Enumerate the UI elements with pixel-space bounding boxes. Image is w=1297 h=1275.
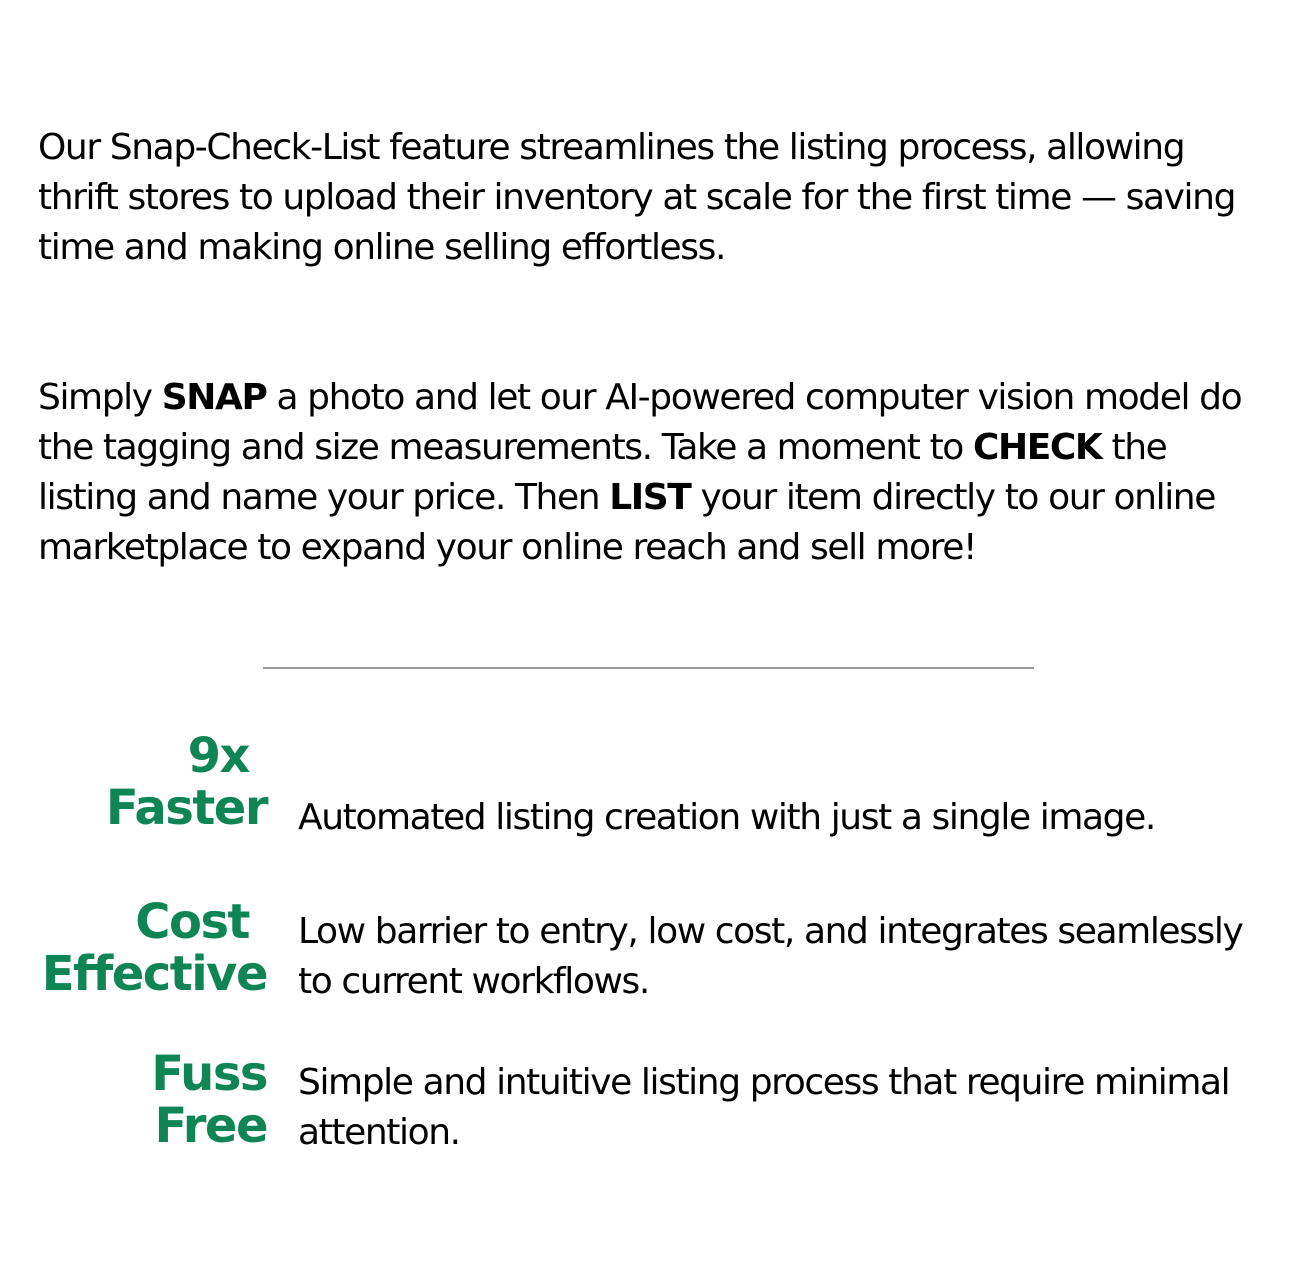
feature-description-fuss-free: Simple and intuitive listing process that require minimal attention. (298, 1062, 1230, 1153)
section-divider (263, 667, 1034, 669)
paragraph-text: Simply (38, 377, 162, 418)
feature-title-cost-effective (42, 896, 267, 1000)
feature-title-line: 9x (187, 728, 249, 784)
how-it-works-paragraph (38, 373, 1263, 573)
snap-keyword: SNAP (161, 377, 267, 418)
feature-title-line: Fuss (151, 1046, 267, 1102)
check-keyword: CHECK (972, 427, 1102, 468)
feature-title-line: Cost (135, 894, 249, 950)
feature-description-cost-effective: Low barrier to entry, low cost, and integrates seamlessly to current workflows. (298, 911, 1243, 1002)
feature-title-line: Faster (105, 780, 267, 836)
feature-title-line: Free (154, 1098, 267, 1154)
paragraph-text: your item directly to our online marketplace to expand your online reach and sell more! (38, 477, 1215, 568)
paragraph-text: the listing and name your price. Then (38, 427, 1167, 518)
feature-title-line: Effective (41, 946, 267, 1002)
intro-paragraph: Our Snap-Check-List feature streamlines the listing process, allowing thrift stores to upload their inventory at scale for the first time — saving time and making online selling effortless. (38, 127, 1236, 268)
feature-title-faster (106, 730, 267, 834)
list-keyword: LIST (609, 477, 691, 518)
paragraph-text: a photo and let our AI-powered computer vision model do the tagging and size measurements. Take a moment to (38, 377, 1242, 468)
feature-title-fuss-free (151, 1048, 267, 1152)
feature-description-faster: Automated listing creation with just a single image. (298, 797, 1155, 838)
